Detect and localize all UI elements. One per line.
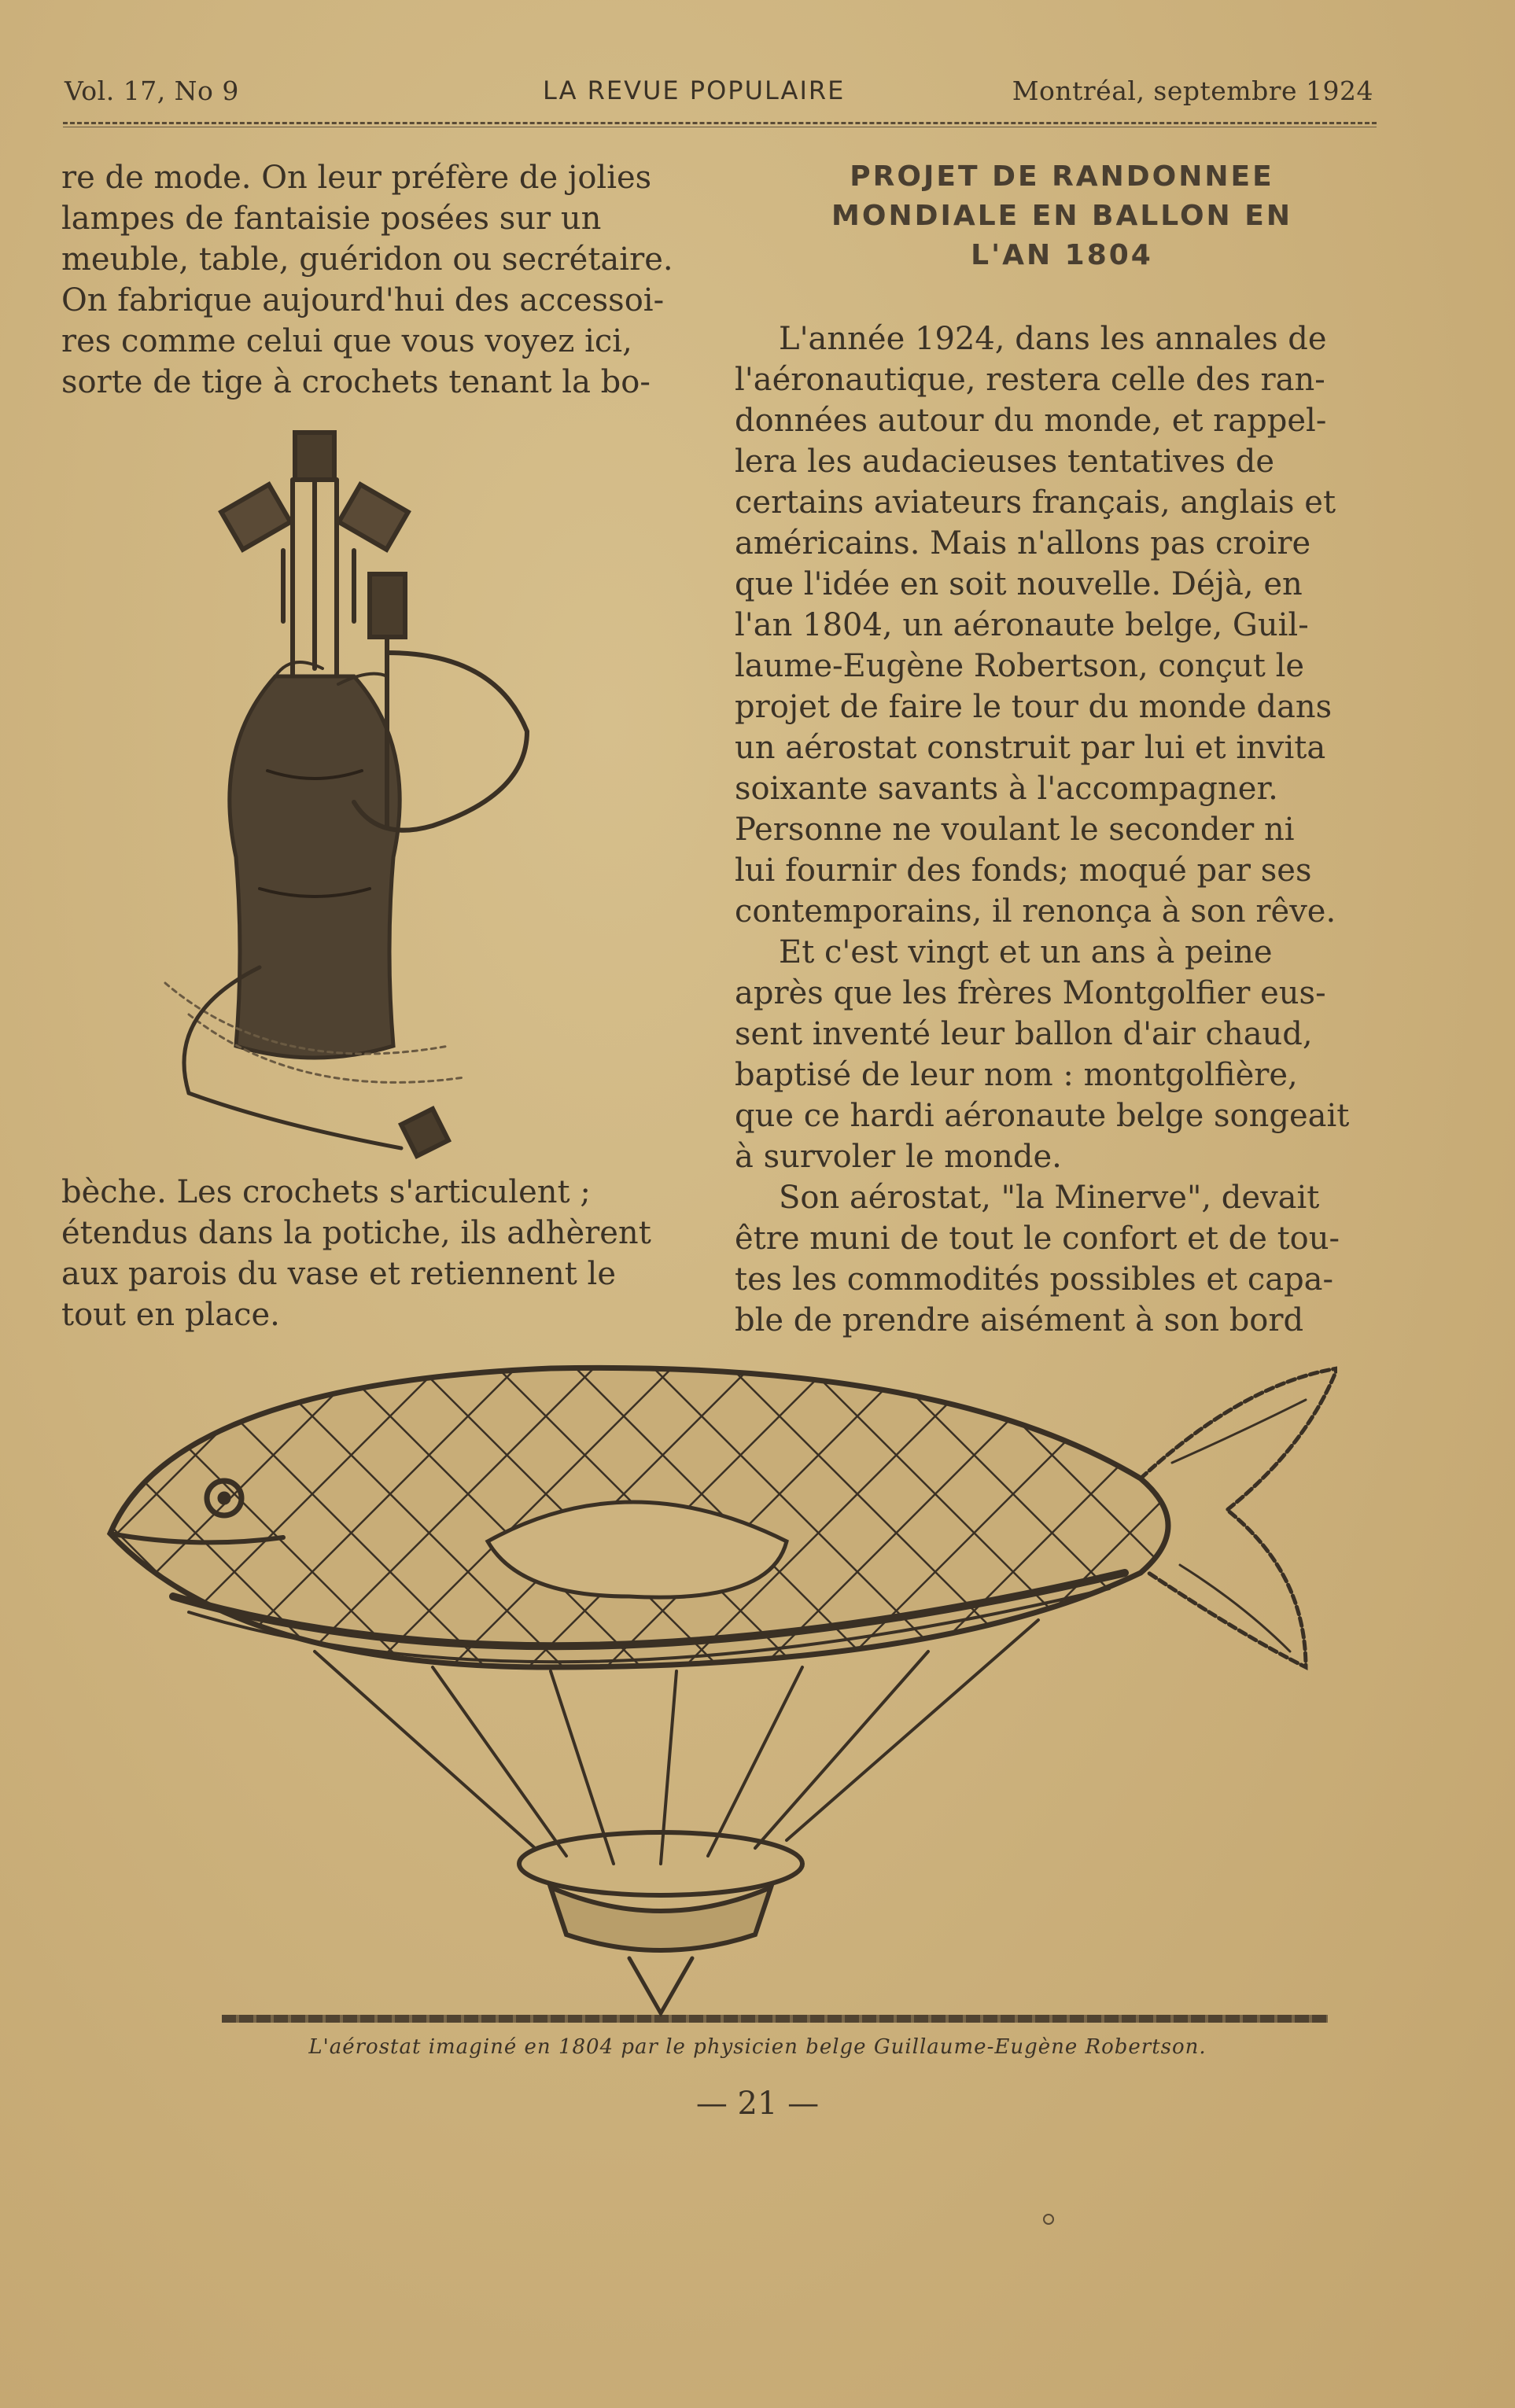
issue-date: Montréal, septembre 1924 [1012,75,1373,106]
left-column-top [61,157,692,403]
text-line: ble de prendre aisément à son bord [735,1302,1304,1338]
text-line: Et c'est vingt et un ans à peine [779,934,1273,970]
text-line: Son aérostat, "la Minerve", devait [779,1180,1320,1216]
text-line: que l'idée en soit nouvelle. Déjà, en [735,566,1303,602]
text-line: lampes de fantaisie posées sur un [61,201,602,237]
article-body [735,318,1375,1341]
text-line: étendus dans la potiche, ils adhèrent [61,1215,651,1251]
article-paragraph-1 [735,318,1375,932]
text-line: re de mode. On leur préfère de jolies [61,160,652,196]
text-line: certains aviateurs français, anglais et [735,484,1336,521]
text-line: lera les audacieuses tentatives de [735,444,1275,480]
text-line: laume-Eugène Robertson, conçut le [735,648,1305,684]
text-line: après que les frères Montgolfier eus- [735,975,1326,1011]
page-number: — 21 — [695,2086,820,2122]
publication-title: LA REVUE POPULAIRE [543,75,846,105]
article-title [787,157,1337,275]
text-line: lui fournir des fonds; moqué par ses [735,852,1312,889]
text-line: baptisé de leur nom : montgolfière, [735,1057,1298,1093]
text-line: sent inventé leur ballon d'air chaud, [735,1016,1313,1052]
text-line: Personne ne voulant le seconder ni [735,812,1295,848]
text-line: tout en place. [61,1297,280,1333]
volume-number: Vol. 17, No 9 [65,75,239,106]
airship-illustration-icon [79,1337,1337,2045]
text-line: à survoler le monde. [735,1139,1062,1175]
left-column-bottom [61,1172,692,1335]
lamp-illustration-icon [118,417,653,1172]
figure-caption: L'aérostat imaginé en 1804 par le physicien belge Guillaume-Eugène Robertson. [308,2035,1207,2059]
text-line: projet de faire le tour du monde dans [735,689,1333,725]
text-line: l'aéronautique, restera celle des ran- [735,362,1325,398]
text-line: tes les commodités possibles et capa- [735,1261,1334,1298]
text-line: l'an 1804, un aéronaute belge, Guil- [735,607,1309,643]
text-line: sorte de tige à crochets tenant la bo- [61,364,651,400]
article-paragraph-3 [735,1177,1375,1341]
text-line: être muni de tout le confort et de tou- [735,1221,1340,1257]
text-line: un aérostat construit par lui et invita [735,730,1326,766]
text-line: res comme celui que vous voyez ici, [61,323,632,359]
text-line: soixante savants à l'accompagner. [735,771,1278,807]
text-line: contemporains, il renonça à son rêve. [735,893,1336,930]
text-line: bèche. Les crochets s'articulent ; [61,1174,591,1210]
article-title-line: MONDIALE EN BALLON EN [831,200,1292,232]
article-paragraph-2 [735,932,1375,1177]
header-rule [63,122,1377,124]
text-line: données autour du monde, et rappel- [735,403,1327,439]
text-line: aux parois du vase et retiennent le [61,1256,617,1292]
text-line: américains. Mais n'allons pas croire [735,525,1311,561]
text-line: On fabrique aujourd'hui des accessoi- [61,282,665,318]
caption-rule [222,2015,1328,2023]
article-title-line: PROJET DE RANDONNEE [850,160,1274,193]
text-line: meuble, table, guéridon ou secrétaire. [61,241,673,278]
text-line: que ce hardi aéronaute belge songeait [735,1098,1350,1134]
print-mark [1043,2214,1054,2225]
text-line: L'année 1924, dans les annales de [779,321,1327,357]
article-title-line: L'AN 1804 [971,239,1153,271]
